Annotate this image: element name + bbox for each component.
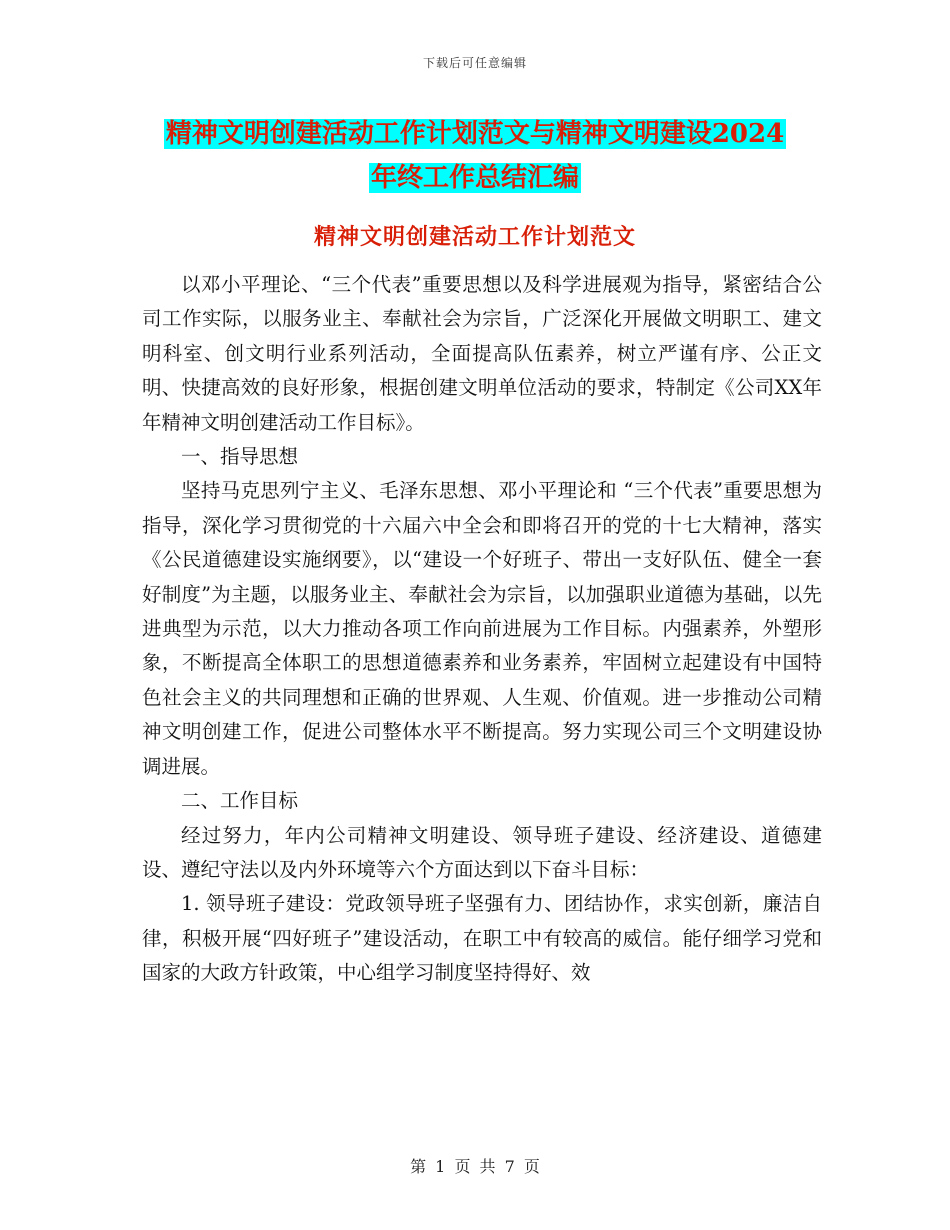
document-title (140, 112, 810, 200)
work-goals-paragraph: 经过努力，年内公司精神文明建设、领导班子建设、经济建设、道德建设、遵纪守法以及内外环境等六个方面达到以下奋斗目标： (142, 823, 822, 881)
leadership-paragraph: 1. 领导班子建设：党政领导班子坚强有力、团结协作，求实创新，廉洁自律，积极开展“四好班子”建设活动，在职工中有较高的威信。能仔细学习党和国家的大政方针政策，中心组学习制度坚持得好、效 (142, 892, 822, 985)
title-line-1: 精神文明创建活动工作计划范文与精神文明建设2024 (165, 119, 785, 149)
heading-work-goals: 二、工作目标 (181, 789, 299, 813)
page-number-footer: 第 1 页 共 7 页 (410, 1157, 540, 1176)
title-line-2: 年终工作总结汇编 (370, 163, 579, 193)
section-title: 精神文明创建活动工作计划范文 (313, 224, 636, 250)
header-note: 下载后可任意编辑 (422, 56, 527, 70)
guiding-ideology-paragraph: 坚持马克思列宁主义、毛泽东思想、邓小平理论和 “三个代表”重要思想为指导，深化学习贯彻党的十六届六中全会和即将召开的党的十七大精神，落实《公民道德建设实施纲要》，以“建设一个好班子、带出一支好队伍、健全一套好制度”为主题，以服务业主、奉献社会为宗旨，以加强职业道德为基础，以先进典型为示范，以大力推动各项工作向前进展为工作目标。内强素养，外塑形象，不断提高全体职工的思想道德素养和业务素养，牢固树立起建设有中国特色社会主义的共同理想和正确的世界观、人生观、价值观。进一步推动公司精神文明创建工作，促进公司整体水平不断提高。努力实现公司三个文明建设协调进展。 (142, 479, 822, 778)
body-text (142, 268, 822, 991)
heading-guiding-ideology: 一、指导思想 (181, 445, 299, 469)
intro-paragraph: 以邓小平理论、“三个代表”重要思想以及科学进展观为指导，紧密结合公司工作实际，以服务业主、奉献社会为宗旨，广泛深化开展做文明职工、建文明科室、创文明行业系列活动，全面提高队伍素养，树立严谨有序、公正文明、快捷高效的良好形象，根据创建文明单位活动的要求，特制定《公司XX年年精神文明创建活动工作目标》。 (142, 273, 822, 434)
